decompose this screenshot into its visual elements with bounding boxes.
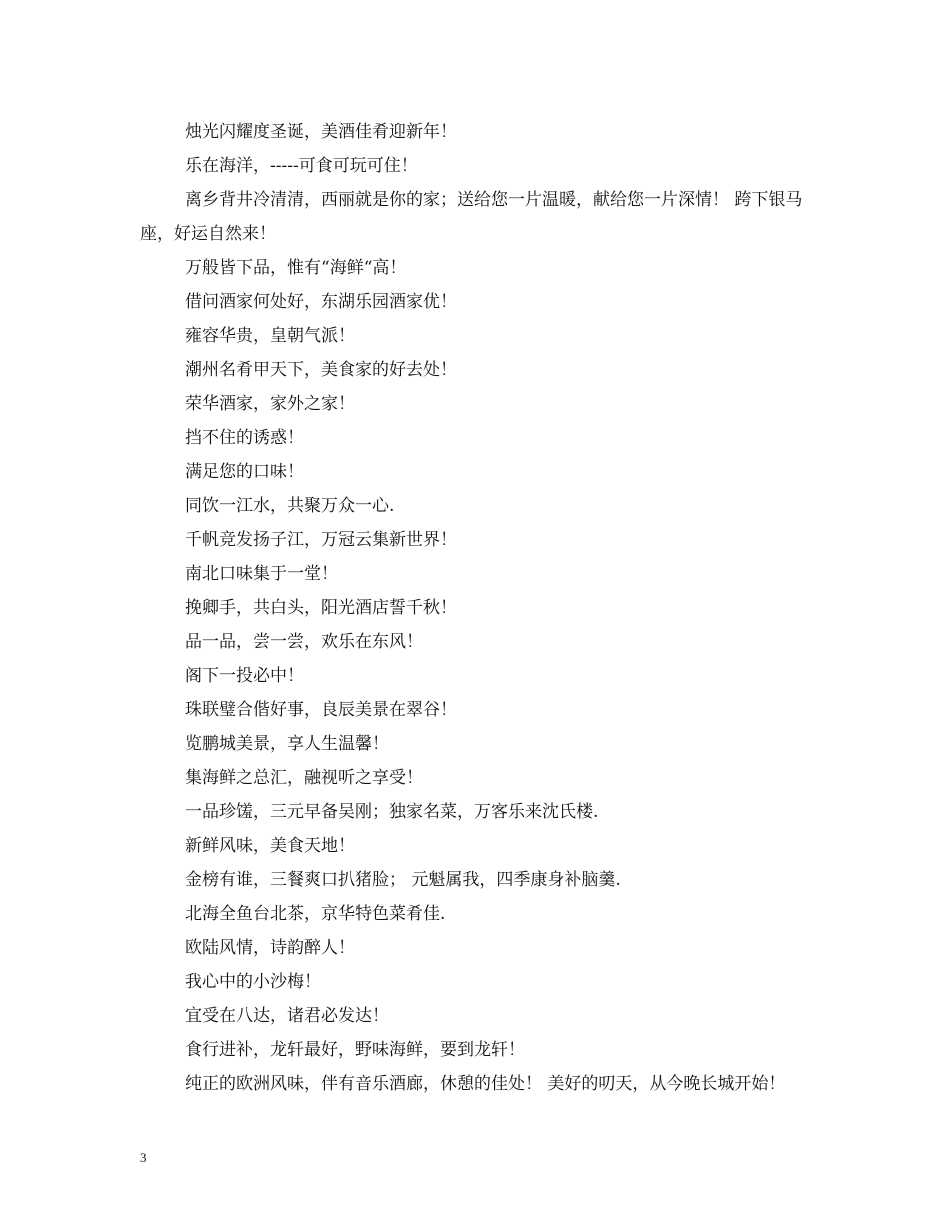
paragraph: 万般皆下品，惟有“海鲜“高！ (185, 258, 407, 278)
paragraph: 挡不住的诱惑！ (185, 428, 304, 448)
paragraph: 我心中的小沙梅！ (185, 972, 321, 992)
paragraph: 潮州名肴甲天下，美食家的好去处！ (185, 360, 457, 380)
paragraph: 同饮一江水，共聚万众一心. (185, 496, 395, 516)
paragraph: 借问酒家何处好，东湖乐园酒家优！ (185, 292, 457, 312)
paragraph: 金榜有谁，三餐爽口扒猪脸； 元魁属我，四季康身补脑羹. (185, 870, 621, 890)
paragraph: 离乡背井冷清清，西丽就是你的家；送给您一片温暖，献给您一片深情！ 跨下银马座，好运自然来！ (140, 190, 803, 244)
paragraph: 集海鲜之总汇，融视听之享受！ (185, 768, 423, 788)
paragraph: 阁下一投必中！ (185, 666, 304, 686)
page-number: 3 (140, 1150, 147, 1165)
paragraph: 乐在海洋，-----可食可玩可住！ (185, 156, 418, 176)
paragraph: 宜受在八达，诸君必发达！ (185, 1006, 389, 1026)
paragraph: 满足您的口味！ (185, 462, 304, 482)
paragraph: 荣华酒家，家外之家！ (185, 394, 355, 414)
paragraph: 一品珍馐，三元早备吴刚；独家名菜，万客乐来沈氏楼. (185, 802, 599, 822)
paragraph: 纯正的欧洲风味，伴有音乐酒廊，休憩的佳处！ 美好的叨天，从今晚长城开始！ (185, 1074, 786, 1094)
paragraph: 千帆竞发扬子江，万冠云集新世界！ (185, 530, 457, 550)
paragraph: 品一品，尝一尝，欢乐在东风！ (185, 632, 423, 652)
paragraph: 烛光闪耀度圣诞，美酒佳肴迎新年！ (185, 122, 457, 142)
paragraph: 南北口味集于一堂！ (185, 564, 338, 584)
paragraph: 雍容华贵，皇朝气派！ (185, 326, 355, 346)
paragraph: 珠联璧合偕好事，良辰美景在翠谷！ (185, 700, 457, 720)
paragraph: 新鲜风味，美食天地！ (185, 836, 355, 856)
paragraph: 北海全鱼台北茶，京华特色菜肴佳. (185, 904, 446, 924)
paragraph: 欧陆风情，诗韵醉人！ (185, 938, 355, 958)
paragraph: 食行进补，龙轩最好，野味海鲜，要到龙轩！ (185, 1040, 525, 1060)
paragraph: 览鹏城美景，享人生温馨！ (185, 734, 389, 754)
document-body (140, 115, 820, 1101)
paragraph: 挽卿手，共白头，阳光酒店誓千秋！ (185, 598, 457, 618)
